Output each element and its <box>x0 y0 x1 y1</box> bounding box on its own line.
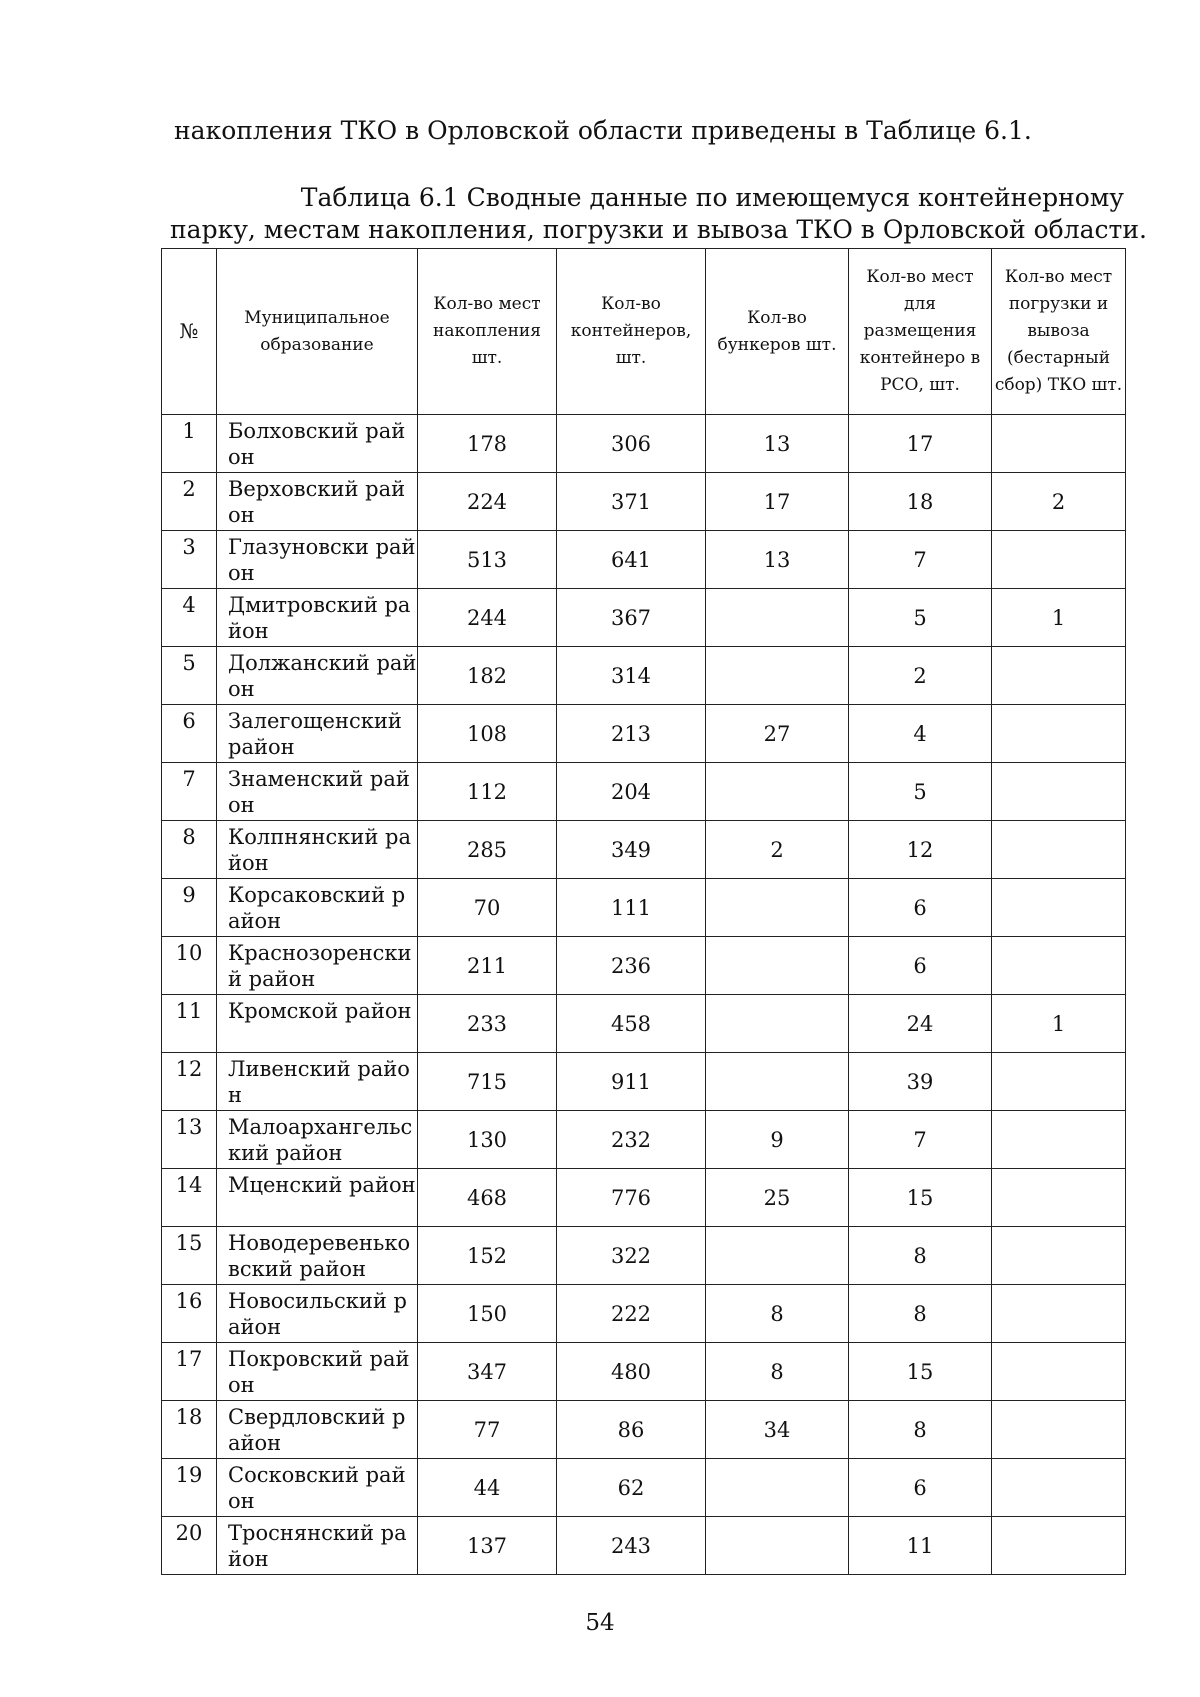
cell-bagless-collection <box>992 705 1126 763</box>
cell-sites: 715 <box>418 1053 557 1111</box>
cell-municipality: Новодеревеньковский район <box>217 1227 418 1285</box>
cell-number: 3 <box>162 531 217 589</box>
cell-municipality: Мценский район <box>217 1169 418 1227</box>
cell-bunkers: 17 <box>706 473 849 531</box>
cell-number: 18 <box>162 1401 217 1459</box>
cell-number: 12 <box>162 1053 217 1111</box>
cell-bagless-collection <box>992 1343 1126 1401</box>
cell-municipality: Корсаковский район <box>217 879 418 937</box>
cell-number: 7 <box>162 763 217 821</box>
cell-containers: 911 <box>557 1053 706 1111</box>
cell-containers: 111 <box>557 879 706 937</box>
cell-containers: 232 <box>557 1111 706 1169</box>
cell-number: 6 <box>162 705 217 763</box>
cell-bagless-collection <box>992 763 1126 821</box>
cell-containers: 776 <box>557 1169 706 1227</box>
cell-bagless-collection <box>992 1169 1126 1227</box>
cell-bagless-collection <box>992 1227 1126 1285</box>
cell-sites: 112 <box>418 763 557 821</box>
cell-sites: 224 <box>418 473 557 531</box>
cell-rso-places: 8 <box>849 1401 992 1459</box>
cell-rso-places: 39 <box>849 1053 992 1111</box>
cell-number: 11 <box>162 995 217 1053</box>
cell-municipality: Кромской район <box>217 995 418 1053</box>
cell-number: 20 <box>162 1517 217 1575</box>
cell-bunkers <box>706 763 849 821</box>
table-body <box>162 415 1126 1575</box>
cell-sites: 108 <box>418 705 557 763</box>
cell-sites: 178 <box>418 415 557 473</box>
cell-municipality: Краснозоренский район <box>217 937 418 995</box>
cell-containers: 62 <box>557 1459 706 1517</box>
cell-sites: 152 <box>418 1227 557 1285</box>
cell-municipality: Ливенский район <box>217 1053 418 1111</box>
cell-number: 4 <box>162 589 217 647</box>
cell-containers: 367 <box>557 589 706 647</box>
cell-number: 5 <box>162 647 217 705</box>
table-row <box>162 1285 1126 1343</box>
cell-number: 8 <box>162 821 217 879</box>
cell-bunkers <box>706 589 849 647</box>
cell-containers: 641 <box>557 531 706 589</box>
table-row <box>162 937 1126 995</box>
cell-bunkers <box>706 879 849 937</box>
table-header-row <box>162 249 1126 415</box>
cell-rso-places: 15 <box>849 1343 992 1401</box>
cell-rso-places: 6 <box>849 937 992 995</box>
cell-municipality: Троснянский район <box>217 1517 418 1575</box>
cell-number: 17 <box>162 1343 217 1401</box>
cell-rso-places: 17 <box>849 415 992 473</box>
table-row <box>162 1169 1126 1227</box>
table-row <box>162 531 1126 589</box>
cell-bagless-collection <box>992 879 1126 937</box>
cell-bunkers <box>706 1459 849 1517</box>
header-rso-places: Кол-во мест для размещения контейнеро в РСО, шт. <box>849 249 992 415</box>
cell-rso-places: 15 <box>849 1169 992 1227</box>
cell-municipality: Покровский район <box>217 1343 418 1401</box>
table-caption-line-2: парку, местам накопления, погрузки и вывоза ТКО в Орловской области. <box>170 215 1147 244</box>
cell-containers: 480 <box>557 1343 706 1401</box>
cell-rso-places: 12 <box>849 821 992 879</box>
cell-municipality: Свердловский район <box>217 1401 418 1459</box>
cell-sites: 77 <box>418 1401 557 1459</box>
cell-number: 10 <box>162 937 217 995</box>
cell-rso-places: 2 <box>849 647 992 705</box>
cell-municipality: Должанский район <box>217 647 418 705</box>
cell-rso-places: 4 <box>849 705 992 763</box>
cell-sites: 137 <box>418 1517 557 1575</box>
cell-number: 2 <box>162 473 217 531</box>
cell-municipality: Дмитровский район <box>217 589 418 647</box>
cell-bunkers: 9 <box>706 1111 849 1169</box>
cell-containers: 371 <box>557 473 706 531</box>
cell-municipality: Сосковский район <box>217 1459 418 1517</box>
cell-municipality: Верховский район <box>217 473 418 531</box>
cell-bagless-collection <box>992 821 1126 879</box>
cell-containers: 204 <box>557 763 706 821</box>
cell-municipality: Колпнянский район <box>217 821 418 879</box>
cell-bunkers: 34 <box>706 1401 849 1459</box>
cell-bunkers <box>706 995 849 1053</box>
cell-sites: 513 <box>418 531 557 589</box>
header-bunkers: Кол-во бункеров шт. <box>706 249 849 415</box>
cell-containers: 86 <box>557 1401 706 1459</box>
cell-number: 19 <box>162 1459 217 1517</box>
table-row <box>162 705 1126 763</box>
cell-bagless-collection <box>992 531 1126 589</box>
cell-rso-places: 24 <box>849 995 992 1053</box>
intro-paragraph: накопления ТКО в Орловской области приведены в Таблице 6.1. <box>174 116 1032 145</box>
cell-municipality: Глазуновски район <box>217 531 418 589</box>
cell-rso-places: 5 <box>849 763 992 821</box>
cell-sites: 244 <box>418 589 557 647</box>
cell-bunkers: 8 <box>706 1285 849 1343</box>
cell-municipality: Малоархангельский район <box>217 1111 418 1169</box>
cell-rso-places: 7 <box>849 531 992 589</box>
table-row <box>162 1343 1126 1401</box>
table-caption-line-1: Таблица 6.1 Сводные данные по имеющемуся контейнерному <box>300 183 1124 212</box>
cell-bunkers <box>706 1517 849 1575</box>
table-row <box>162 995 1126 1053</box>
cell-bagless-collection <box>992 1053 1126 1111</box>
cell-municipality: Залегощенский район <box>217 705 418 763</box>
cell-rso-places: 6 <box>849 879 992 937</box>
header-sites: Кол-во мест накопления шт. <box>418 249 557 415</box>
table-row <box>162 1053 1126 1111</box>
cell-sites: 182 <box>418 647 557 705</box>
cell-bunkers <box>706 1053 849 1111</box>
cell-bagless-collection <box>992 1401 1126 1459</box>
cell-bagless-collection <box>992 937 1126 995</box>
cell-number: 16 <box>162 1285 217 1343</box>
header-number: № <box>162 249 217 415</box>
table-row <box>162 1111 1126 1169</box>
header-municipality: Муниципальное образование <box>217 249 418 415</box>
cell-bunkers: 27 <box>706 705 849 763</box>
cell-rso-places: 18 <box>849 473 992 531</box>
table-row <box>162 473 1126 531</box>
table-row <box>162 763 1126 821</box>
cell-rso-places: 8 <box>849 1227 992 1285</box>
cell-sites: 233 <box>418 995 557 1053</box>
cell-bunkers: 25 <box>706 1169 849 1227</box>
cell-bagless-collection <box>992 647 1126 705</box>
cell-bagless-collection <box>992 1285 1126 1343</box>
table-row <box>162 879 1126 937</box>
cell-bunkers: 2 <box>706 821 849 879</box>
cell-municipality: Болховский район <box>217 415 418 473</box>
cell-sites: 468 <box>418 1169 557 1227</box>
cell-rso-places: 11 <box>849 1517 992 1575</box>
cell-rso-places: 8 <box>849 1285 992 1343</box>
cell-sites: 285 <box>418 821 557 879</box>
table-row <box>162 1227 1126 1285</box>
cell-bagless-collection <box>992 415 1126 473</box>
table-row <box>162 1401 1126 1459</box>
cell-containers: 349 <box>557 821 706 879</box>
cell-bunkers <box>706 1227 849 1285</box>
cell-sites: 44 <box>418 1459 557 1517</box>
table-row <box>162 821 1126 879</box>
cell-containers: 222 <box>557 1285 706 1343</box>
cell-containers: 314 <box>557 647 706 705</box>
header-bagless-collection: Кол-во мест погрузки и вывоза (бестарный сбор) ТКО шт. <box>992 249 1126 415</box>
cell-containers: 213 <box>557 705 706 763</box>
cell-rso-places: 7 <box>849 1111 992 1169</box>
cell-sites: 211 <box>418 937 557 995</box>
table-row <box>162 589 1126 647</box>
cell-rso-places: 6 <box>849 1459 992 1517</box>
cell-bunkers <box>706 937 849 995</box>
cell-bagless-collection <box>992 1517 1126 1575</box>
cell-bagless-collection: 1 <box>992 589 1126 647</box>
cell-bagless-collection: 1 <box>992 995 1126 1053</box>
table-row <box>162 647 1126 705</box>
cell-containers: 243 <box>557 1517 706 1575</box>
cell-containers: 306 <box>557 415 706 473</box>
page-number: 54 <box>585 1610 615 1636</box>
cell-number: 13 <box>162 1111 217 1169</box>
cell-sites: 130 <box>418 1111 557 1169</box>
cell-containers: 322 <box>557 1227 706 1285</box>
cell-bunkers <box>706 647 849 705</box>
cell-bagless-collection <box>992 1459 1126 1517</box>
cell-municipality: Новосильский район <box>217 1285 418 1343</box>
cell-sites: 70 <box>418 879 557 937</box>
table-row <box>162 1517 1126 1575</box>
cell-sites: 150 <box>418 1285 557 1343</box>
cell-number: 14 <box>162 1169 217 1227</box>
cell-bunkers: 8 <box>706 1343 849 1401</box>
cell-number: 15 <box>162 1227 217 1285</box>
cell-bagless-collection <box>992 1111 1126 1169</box>
cell-municipality: Знаменский район <box>217 763 418 821</box>
cell-bagless-collection: 2 <box>992 473 1126 531</box>
table-row <box>162 1459 1126 1517</box>
cell-number: 1 <box>162 415 217 473</box>
cell-number: 9 <box>162 879 217 937</box>
cell-containers: 236 <box>557 937 706 995</box>
table-row <box>162 415 1126 473</box>
containers-table <box>161 248 1126 1575</box>
header-containers: Кол-во контейнеров, шт. <box>557 249 706 415</box>
cell-containers: 458 <box>557 995 706 1053</box>
cell-bunkers: 13 <box>706 415 849 473</box>
cell-sites: 347 <box>418 1343 557 1401</box>
cell-rso-places: 5 <box>849 589 992 647</box>
cell-bunkers: 13 <box>706 531 849 589</box>
